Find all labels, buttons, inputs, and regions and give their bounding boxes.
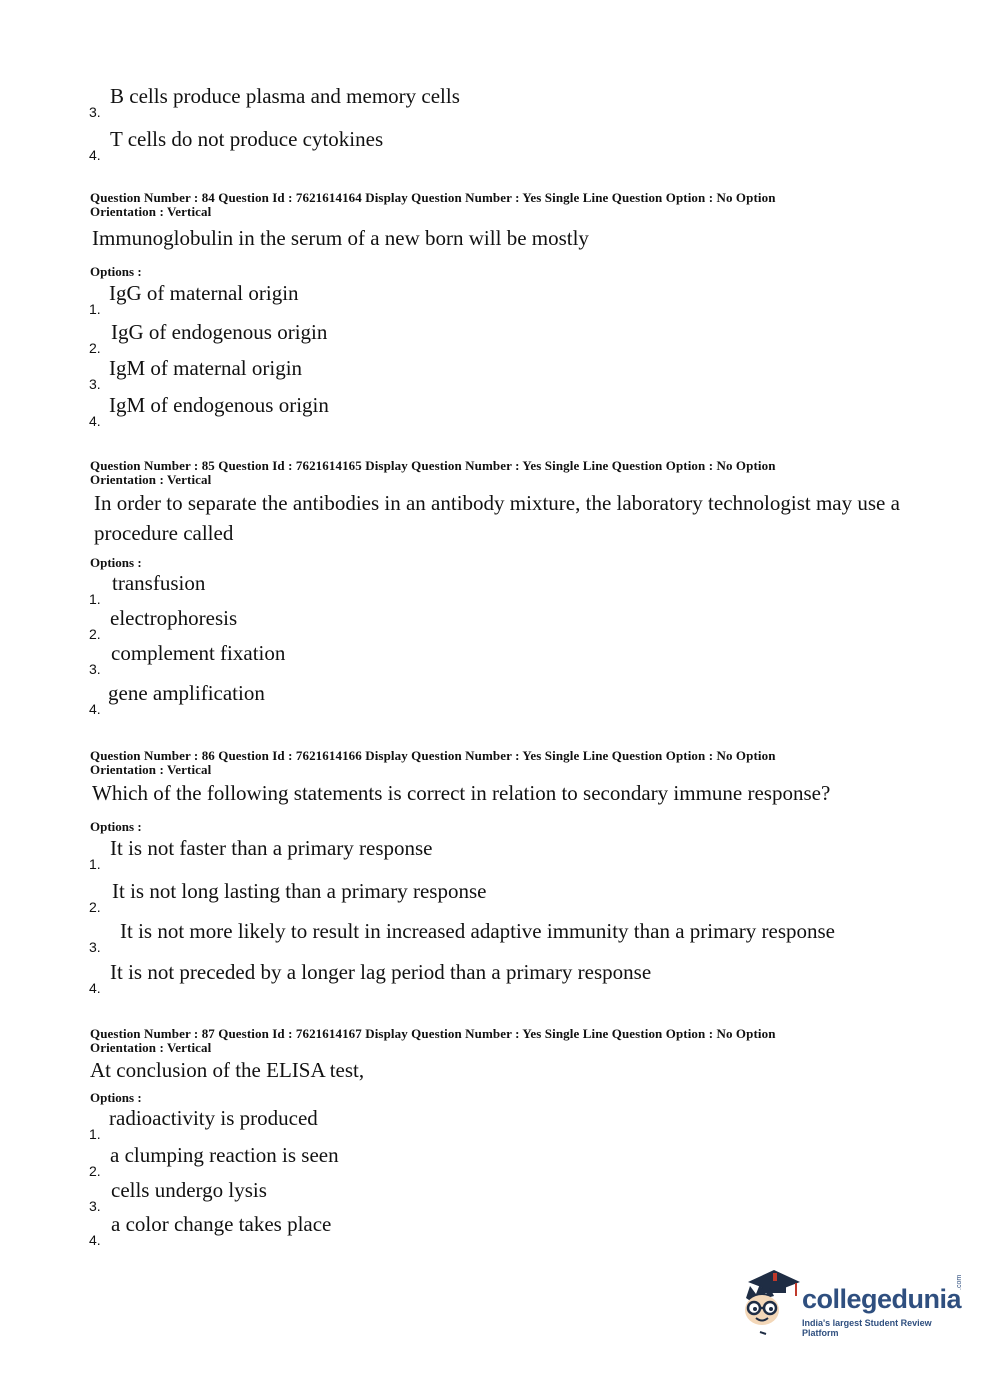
question-86-meta <box>90 749 890 777</box>
option-text: a color change takes place <box>111 1212 332 1236</box>
question-85-meta <box>90 459 890 487</box>
question-85-text: In order to separate the antibodies in an antibody mixture, the laboratory technologist may use a procedure called <box>94 491 900 545</box>
q84-option-1 <box>89 281 929 317</box>
meta-line-2: Orientation : Vertical <box>90 762 212 777</box>
option-number: 4. <box>89 1232 101 1248</box>
q85-option-1 <box>89 571 929 607</box>
option-number: 4. <box>89 147 101 163</box>
option-number: 3. <box>89 1198 101 1214</box>
q87-option-1 <box>89 1106 929 1142</box>
q85-option-4 <box>89 681 929 717</box>
question-87-meta <box>90 1027 890 1055</box>
prev-option-4 <box>89 127 929 163</box>
option-number: 2. <box>89 626 101 642</box>
option-number: 1. <box>89 1126 101 1142</box>
option-text: electrophoresis <box>110 606 238 630</box>
question-87-text: At conclusion of the ELISA test, <box>90 1058 365 1082</box>
option-number: 2. <box>89 899 101 915</box>
option-text: complement fixation <box>111 641 286 665</box>
q86-option-1 <box>89 836 929 872</box>
meta-line-1: Question Number : 86 Question Id : 7621614166 Display Question Number : Yes Single Line Question Option : No Option <box>90 748 776 763</box>
option-text: It is not preceded by a longer lag period than a primary response <box>110 960 652 984</box>
option-number: 2. <box>89 340 101 356</box>
q87-option-2 <box>89 1143 929 1179</box>
question-86-text: Which of the following statements is correct in relation to secondary immune response? <box>92 781 831 805</box>
meta-line-1: Question Number : 84 Question Id : 7621614164 Display Question Number : Yes Single Line Question Option : No Option <box>90 190 776 205</box>
question-85-options-label: Options : <box>90 555 142 570</box>
q85-option-2 <box>89 606 929 642</box>
option-text: transfusion <box>112 571 206 595</box>
q85-option-3 <box>89 641 929 677</box>
question-87-options-label: Options : <box>90 1090 142 1105</box>
meta-line-2: Orientation : Vertical <box>90 472 212 487</box>
option-text: B cells produce plasma and memory cells <box>110 84 460 108</box>
meta-line-1: Question Number : 85 Question Id : 7621614165 Display Question Number : Yes Single Line Question Option : No Option <box>90 458 776 473</box>
meta-line-2: Orientation : Vertical <box>90 204 212 219</box>
option-text: radioactivity is produced <box>109 1106 318 1130</box>
q86-option-2 <box>89 879 929 915</box>
brand-tagline: India's largest Student Review Platform <box>802 1318 932 1338</box>
question-86-options-label: Options : <box>90 819 142 834</box>
option-text: T cells do not produce cytokines <box>110 127 384 151</box>
q87-option-3 <box>89 1178 929 1214</box>
option-number: 3. <box>89 376 101 392</box>
option-number: 3. <box>89 661 101 677</box>
brand-name: collegedunia <box>802 1284 962 1314</box>
option-text: a clumping reaction is seen <box>110 1143 339 1167</box>
q87-option-4 <box>89 1212 929 1248</box>
option-number: 4. <box>89 980 101 996</box>
meta-line-2: Orientation : Vertical <box>90 1040 212 1055</box>
option-text: IgM of maternal origin <box>109 356 303 380</box>
option-text: IgG of endogenous origin <box>111 320 328 344</box>
option-text: IgM of endogenous origin <box>109 393 329 417</box>
collegedunia-logo[interactable] <box>740 1268 970 1348</box>
prev-option-3 <box>89 84 929 120</box>
q84-option-3 <box>89 356 929 392</box>
option-text: It is not faster than a primary response <box>110 836 433 860</box>
option-text: cells undergo lysis <box>111 1178 267 1202</box>
q84-option-2 <box>89 320 929 356</box>
option-number: 4. <box>89 413 101 429</box>
option-text: It is not more likely to result in increased adaptive immunity than a primary response <box>120 919 835 943</box>
option-number: 4. <box>89 701 101 717</box>
q84-option-4 <box>89 393 929 429</box>
option-text: gene amplification <box>108 681 265 705</box>
brand-domain: .com <box>956 1274 963 1290</box>
mascot-icon <box>740 1268 802 1340</box>
option-number: 1. <box>89 591 101 607</box>
option-number: 3. <box>89 104 101 120</box>
question-84-options-label: Options : <box>90 264 142 279</box>
option-number: 3. <box>89 939 101 955</box>
question-84-text: Immunoglobulin in the serum of a new born will be mostly <box>92 226 589 250</box>
option-text: IgG of maternal origin <box>109 281 299 305</box>
meta-line-1: Question Number : 87 Question Id : 7621614167 Display Question Number : Yes Single Line Question Option : No Option <box>90 1026 776 1041</box>
q86-option-3 <box>89 919 929 955</box>
option-number: 2. <box>89 1163 101 1179</box>
q86-option-4 <box>89 960 929 996</box>
option-number: 1. <box>89 856 101 872</box>
option-text: It is not long lasting than a primary response <box>112 879 487 903</box>
option-number: 1. <box>89 301 101 317</box>
question-84-meta <box>90 191 890 219</box>
